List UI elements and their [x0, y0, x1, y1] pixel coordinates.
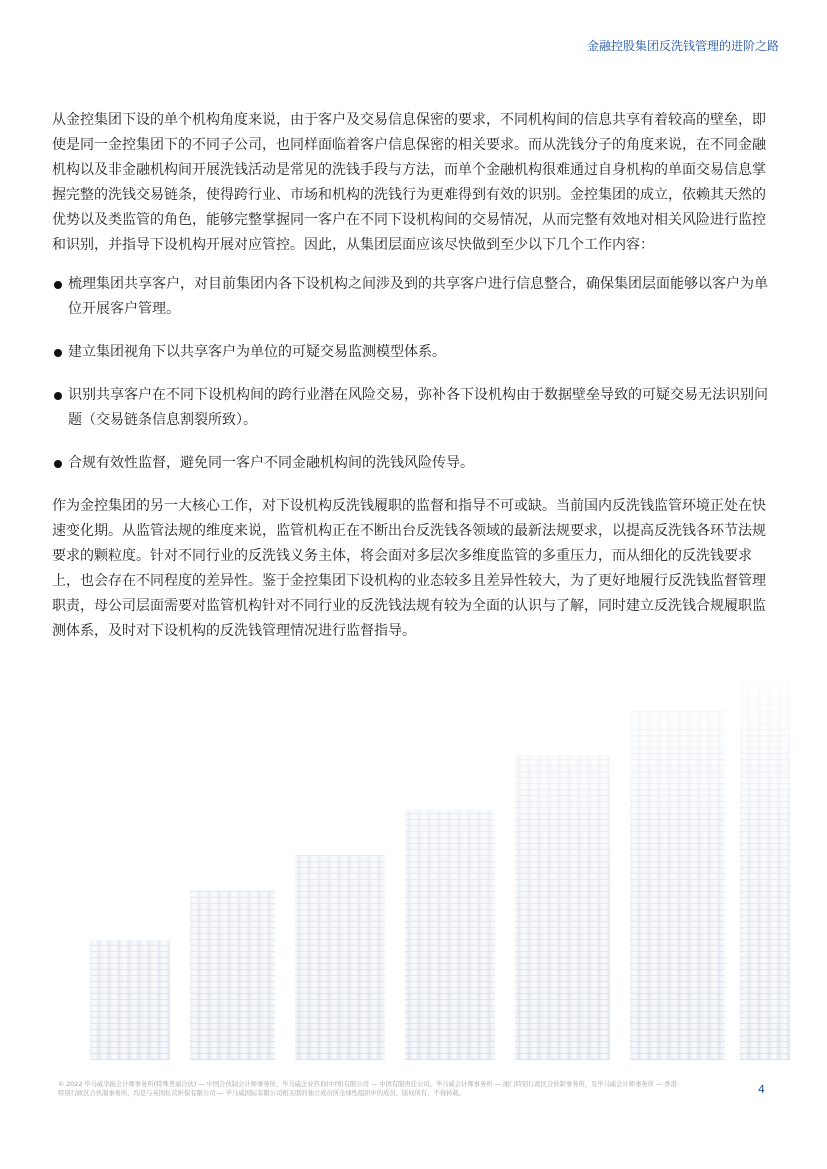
bullet-text: 识别共享客户在不同下设机构间的跨行业潜在风险交易，弥补各下设机构由于数据壁垒导致的可疑交易无法识别问题（交易链条信息割裂所致）。 — [68, 387, 768, 428]
main-content — [52, 108, 778, 644]
bullet-text: 梳理集团共享客户，对目前集团内各下设机构之间涉及到的共享客户进行信息整合，确保集团层面能够以客户为单位开展客户管理。 — [68, 276, 768, 317]
copyright-note: © 2022 毕马威华振会计师事务所(特殊普通合伙) — 中国合伙制会计师事务所，毕马威企业咨询(中国)有限公司 — 中国有限责任公司，毕马威会计师事务所 — 澳门特别行政区合伙制事务所，及毕马威会计师事务所 — 香港特别行政区合伙制事务所，均是与英国私营担保有限公司 — 毕马威国际有限公司相关联的独立成员所全球性组织中的成员。版权所有，不得转载。 — [58, 1081, 677, 1097]
list-item — [52, 340, 778, 365]
bullet-icon — [54, 349, 62, 357]
bullet-list — [52, 272, 778, 476]
bullet-icon — [54, 392, 62, 400]
list-item — [52, 451, 778, 476]
list-item — [52, 383, 778, 433]
list-item — [52, 272, 778, 322]
coin-stacks-illustration — [90, 640, 790, 1060]
bullet-icon — [54, 460, 62, 468]
bullet-text: 合规有效性监督，避免同一客户不同金融机构间的洗钱风险传导。 — [68, 455, 474, 471]
page-number: 4 — [758, 1083, 765, 1096]
bullet-icon — [54, 281, 62, 289]
paragraph-2: 作为金控集团的另一大核心工作，对下设机构反洗钱履职的监督和指导不可或缺。当前国内反洗钱监管环境正处在快速变化期。从监管法规的维度来说，监管机构正在不断出台反洗钱各领域的最新法规要求，以提高反洗钱各环节法规要求的颗粒度。针对不同行业的反洗钱义务主体，将会面对多层次多维度监管的多重压力，而从细化的反洗钱要求上，也会存在不同程度的差异性。鉴于金控集团下设机构的业态较多且差异性较大，为了更好地履行反洗钱监督管理职责，母公司层面需要对监管机构针对不同行业的反洗钱法规有较为全面的认识与了解，同时建立反洗钱合规履职监测体系，及时对下设机构的反洗钱管理情况进行监督指导。 — [52, 498, 766, 639]
paragraph-1: 从金控集团下设的单个机构角度来说，由于客户及交易信息保密的要求，不同机构间的信息共享有着较高的壁垒，即使是同一金控集团下的不同子公司，也同样面临着客户信息保密的相关要求。而从洗钱分子的角度来说，在不同金融机构以及非金融机构间开展洗钱活动是常见的洗钱手段与方法，而单个金融机构很难通过自身机构的单面交易信息掌握完整的洗钱交易链条，使得跨行业、市场和机构的洗钱行为更难得到有效的识别。金控集团的成立，依赖其天然的优势以及类监管的角色，能够完整掌握同一客户在不同下设机构间的交易情况，从而完整有效地对相关风险进行监控和识别，并指导下设机构开展对应管控。因此，从集团层面应该尽快做到至少以下几个工作内容： — [52, 112, 766, 253]
bullet-text: 建立集团视角下以共享客户为单位的可疑交易监测模型体系。 — [68, 344, 446, 360]
header-title: 金融控股集团反洗钱管理的进阶之路 — [586, 39, 779, 53]
